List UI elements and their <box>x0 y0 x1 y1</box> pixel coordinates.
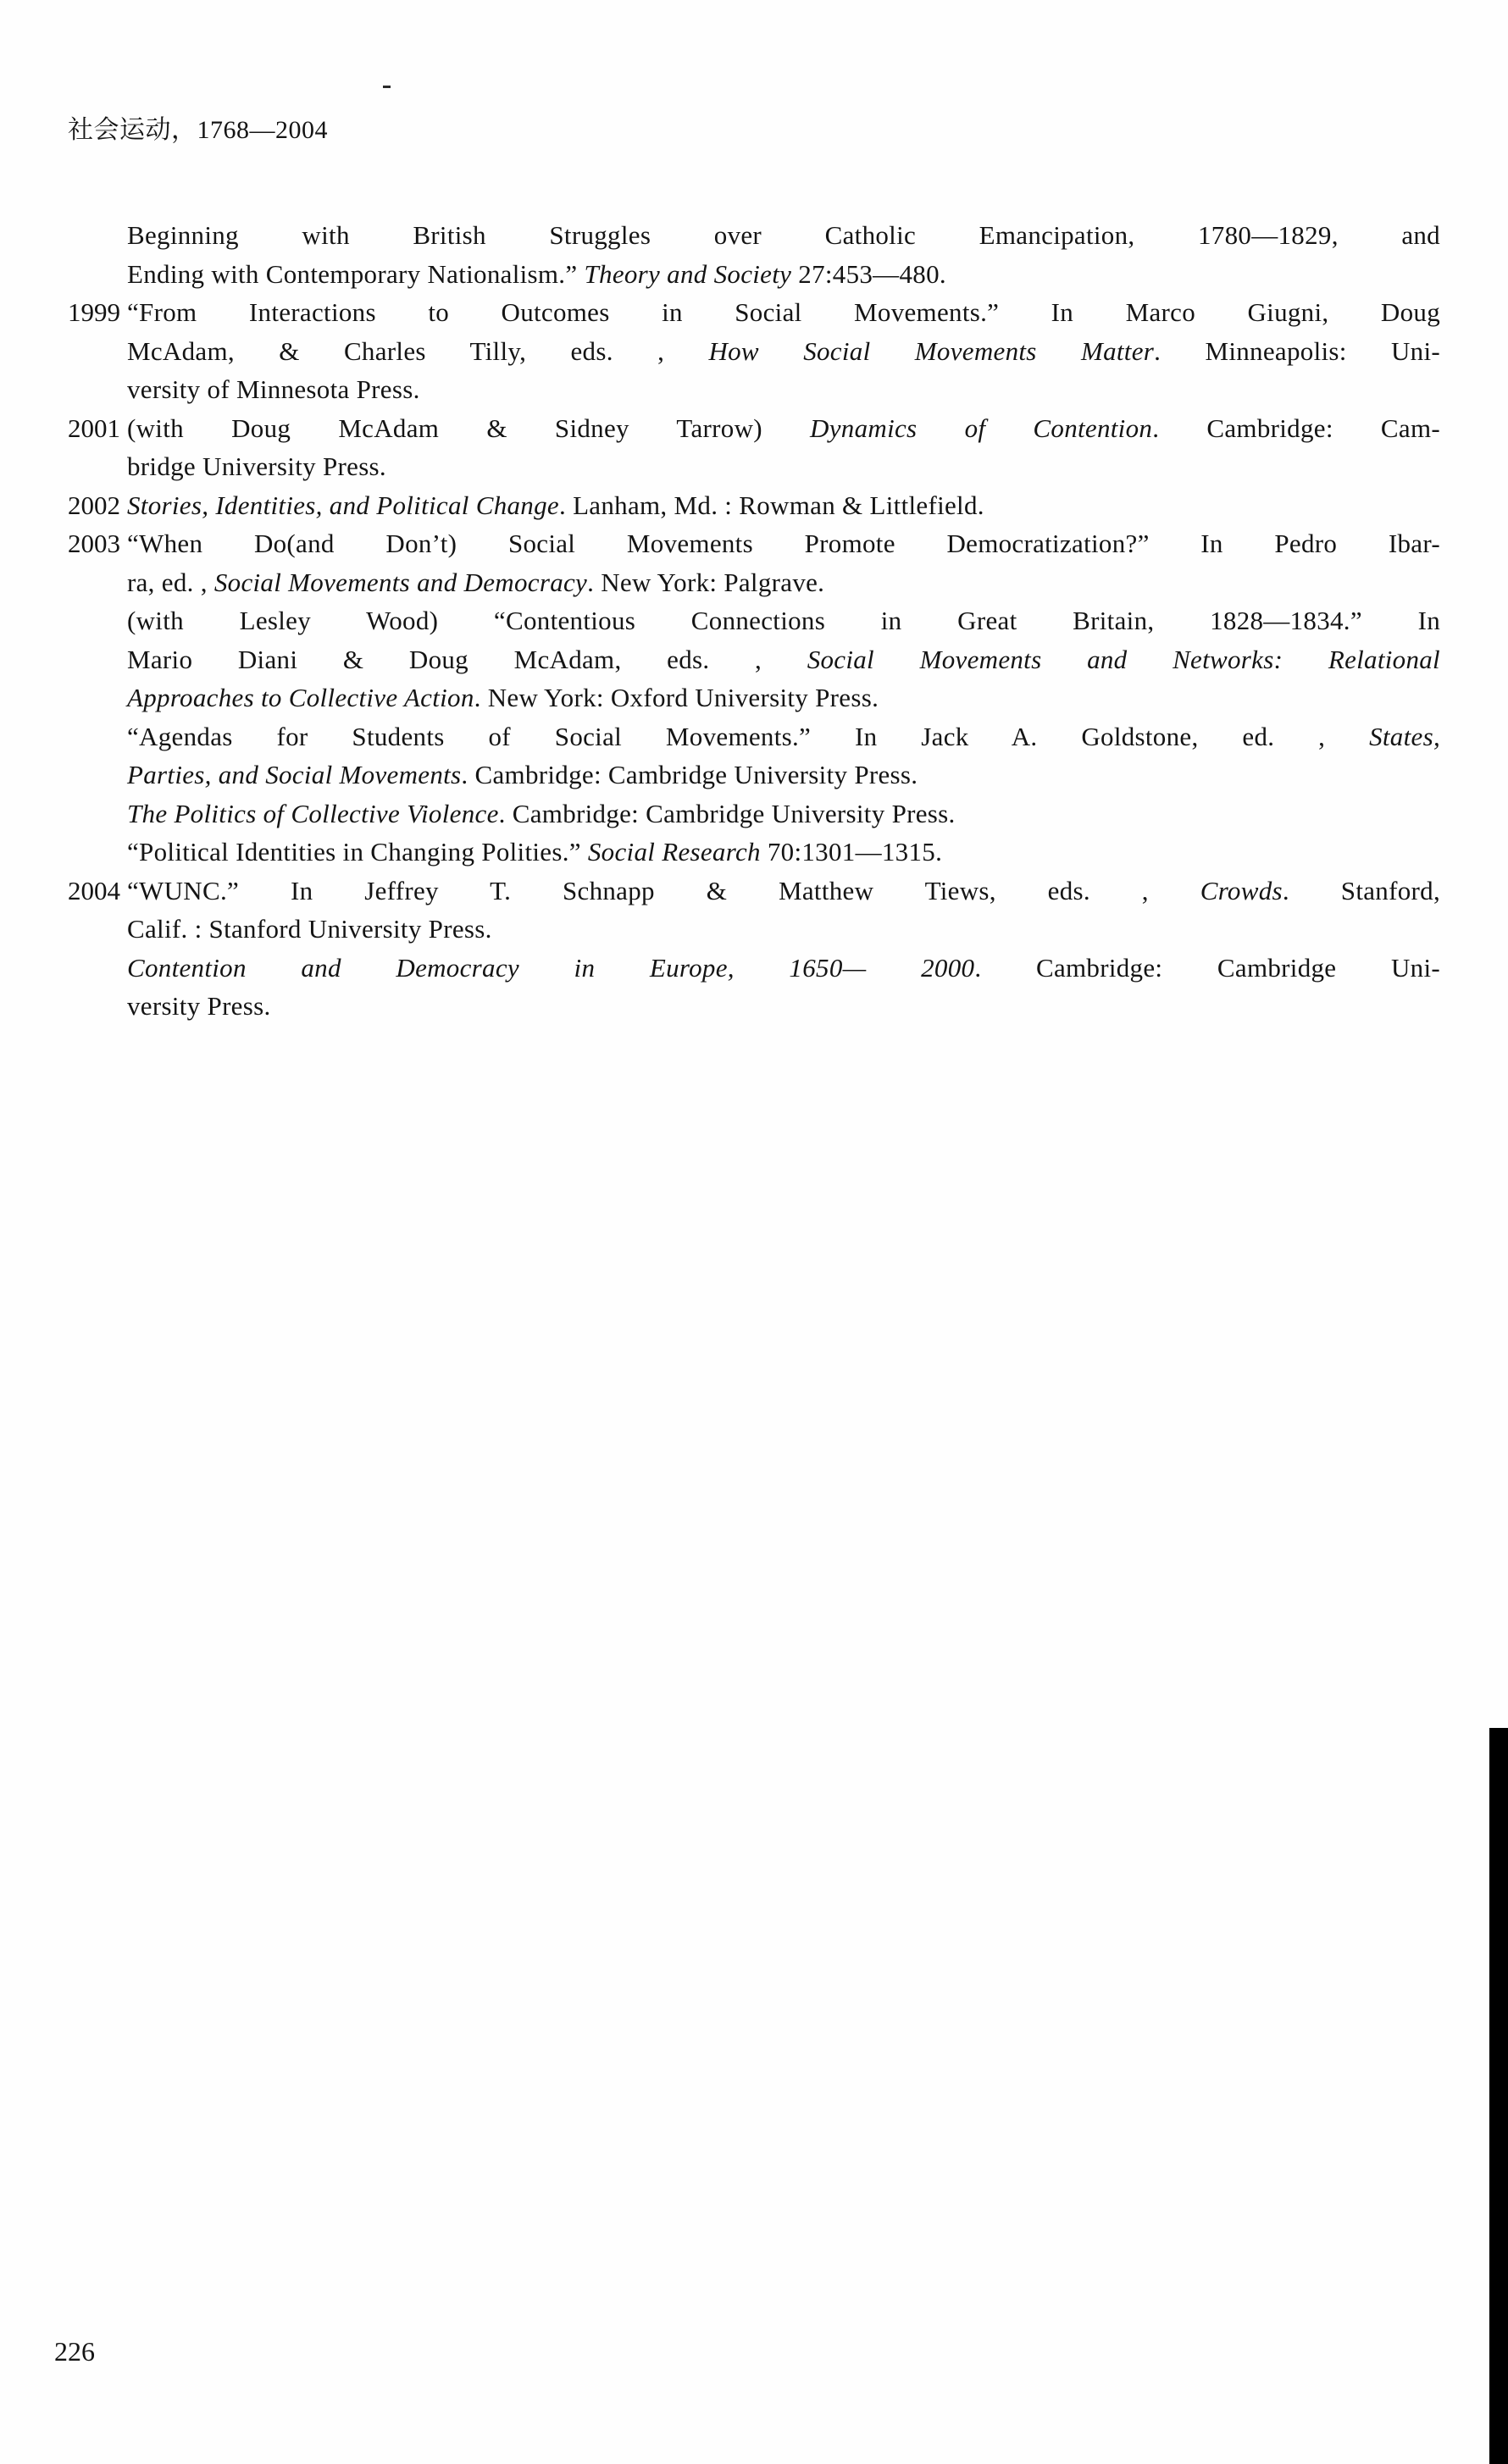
work-title-segment: States, <box>1369 721 1440 751</box>
text-segment: Ending with Contemporary Nationalism.” <box>127 258 585 289</box>
bib-line <box>127 949 1440 988</box>
work-title-segment: Social Movements and Networks: Relational <box>807 644 1440 674</box>
bib-line <box>127 678 1440 717</box>
text-segment: versity of Minnesota Press. <box>127 374 420 404</box>
scan-artifact-dash <box>383 86 391 88</box>
text-segment: “When Do(and Don’t) Social Movements Promote Democratization?” In Pedro Ibar- <box>127 529 1440 558</box>
work-title-segment: Parties, and Social Movements <box>127 760 462 789</box>
text-segment: ra, ed. , <box>127 567 214 597</box>
text-segment: 27:453—480. <box>791 258 946 289</box>
scan-edge-bar <box>1489 1728 1508 2464</box>
text-segment: Beginning with British Struggles over Catholic Emancipation, 1780—1829, and <box>127 220 1440 250</box>
work-title-segment: Stories, Identities, and Political Change <box>127 490 559 520</box>
text-segment: . Lanham, Md. : Rowman & Littlefield. <box>558 490 984 520</box>
bib-line <box>127 601 1440 640</box>
text-segment: . Stanford, <box>1282 875 1440 905</box>
bib-entry <box>68 216 1440 293</box>
text-segment: . Minneapolis: Uni- <box>1154 335 1440 366</box>
text-segment: versity Press. <box>127 991 271 1021</box>
entry-lines <box>127 293 1440 409</box>
text-segment: (with Lesley Wood) “Contentious Connections in Great Britain, 1828—1834.” In <box>127 606 1440 635</box>
page-number: 226 <box>54 2336 95 2367</box>
bibliography <box>68 216 1440 1026</box>
bib-entry <box>68 524 1440 872</box>
entry-year: 2002 <box>68 490 120 520</box>
text-segment: . Cambridge: Cambridge University Press. <box>498 798 956 828</box>
bib-line <box>127 370 1440 409</box>
bib-line <box>127 910 1440 949</box>
text-segment: Mario Diani & Doug McAdam, eds. , <box>127 644 807 674</box>
bib-entry <box>68 872 1440 1026</box>
work-title-segment: The Politics of Collective Violence <box>127 798 499 828</box>
bib-line <box>127 872 1440 911</box>
work-title-segment: Social Movements and Democracy <box>213 567 588 597</box>
bib-line <box>127 332 1440 371</box>
entry-lines <box>127 409 1440 486</box>
bib-line <box>127 795 1440 833</box>
text-segment: bridge University Press. <box>127 451 386 481</box>
bib-entry <box>68 293 1440 409</box>
text-segment: “WUNC.” In Jeffrey T. Schnapp & Matthew Tiews, eds. , <box>127 875 1200 905</box>
bib-line <box>127 640 1440 679</box>
work-title-segment: How Social Movements Matter <box>708 335 1155 366</box>
bib-entry <box>68 409 1440 486</box>
bib-line <box>127 293 1440 332</box>
text-segment: “From Interactions to Outcomes in Social Movements.” In Marco Giugni, Doug <box>127 297 1440 327</box>
text-segment: Calif. : Stanford University Press. <box>127 914 492 944</box>
entry-year <box>68 216 127 293</box>
bib-line <box>127 717 1440 756</box>
text-segment: (with Doug McAdam & Sidney Tarrow) <box>127 413 811 443</box>
bib-line <box>127 216 1440 255</box>
work-title-segment: Social Research <box>587 837 761 867</box>
bib-line <box>127 409 1440 448</box>
bib-line <box>127 486 1440 525</box>
text-segment: . Cambridge: Cam- <box>1152 413 1440 443</box>
bib-line <box>127 756 1440 795</box>
text-segment: . New York: Palgrave. <box>587 567 825 597</box>
text-segment: . New York: Oxford University Press. <box>474 683 879 712</box>
text-segment: . Cambridge: Cambridge Uni- <box>974 952 1440 983</box>
entry-lines <box>127 216 1440 293</box>
text-segment: . Cambridge: Cambridge University Press. <box>461 760 918 789</box>
entry-lines <box>127 486 1440 525</box>
entry-year: 1999 <box>68 297 120 327</box>
text-segment: 70:1301—1315. <box>760 837 943 867</box>
text-segment: “Agendas for Students of Social Movements.” In Jack A. Goldstone, ed. , <box>127 721 1370 751</box>
bib-line <box>127 255 1440 294</box>
bib-line <box>127 524 1440 563</box>
work-title-segment: Theory and Society <box>584 258 792 289</box>
work-title-segment: Contention and Democracy in Europe, 1650— 2000 <box>127 952 975 983</box>
entry-lines <box>127 872 1440 1026</box>
running-header: 社会运动，1768—2004 <box>68 116 328 144</box>
bib-line <box>127 447 1440 486</box>
bib-entry <box>68 486 1440 525</box>
entry-year: 2004 <box>68 875 120 905</box>
text-segment: “Political Identities in Changing Polities.” <box>127 837 588 867</box>
entry-year: 2001 <box>68 413 120 443</box>
bib-line <box>127 563 1440 602</box>
work-title-segment: Approaches to Collective Action <box>127 683 474 712</box>
entry-lines <box>127 524 1440 872</box>
entry-year: 2003 <box>68 529 120 558</box>
bib-line <box>127 987 1440 1026</box>
bib-line <box>127 833 1440 872</box>
work-title-segment: Dynamics of Contention <box>810 413 1153 443</box>
text-segment: McAdam, & Charles Tilly, eds. , <box>127 335 709 366</box>
work-title-segment: Crowds <box>1200 875 1283 905</box>
